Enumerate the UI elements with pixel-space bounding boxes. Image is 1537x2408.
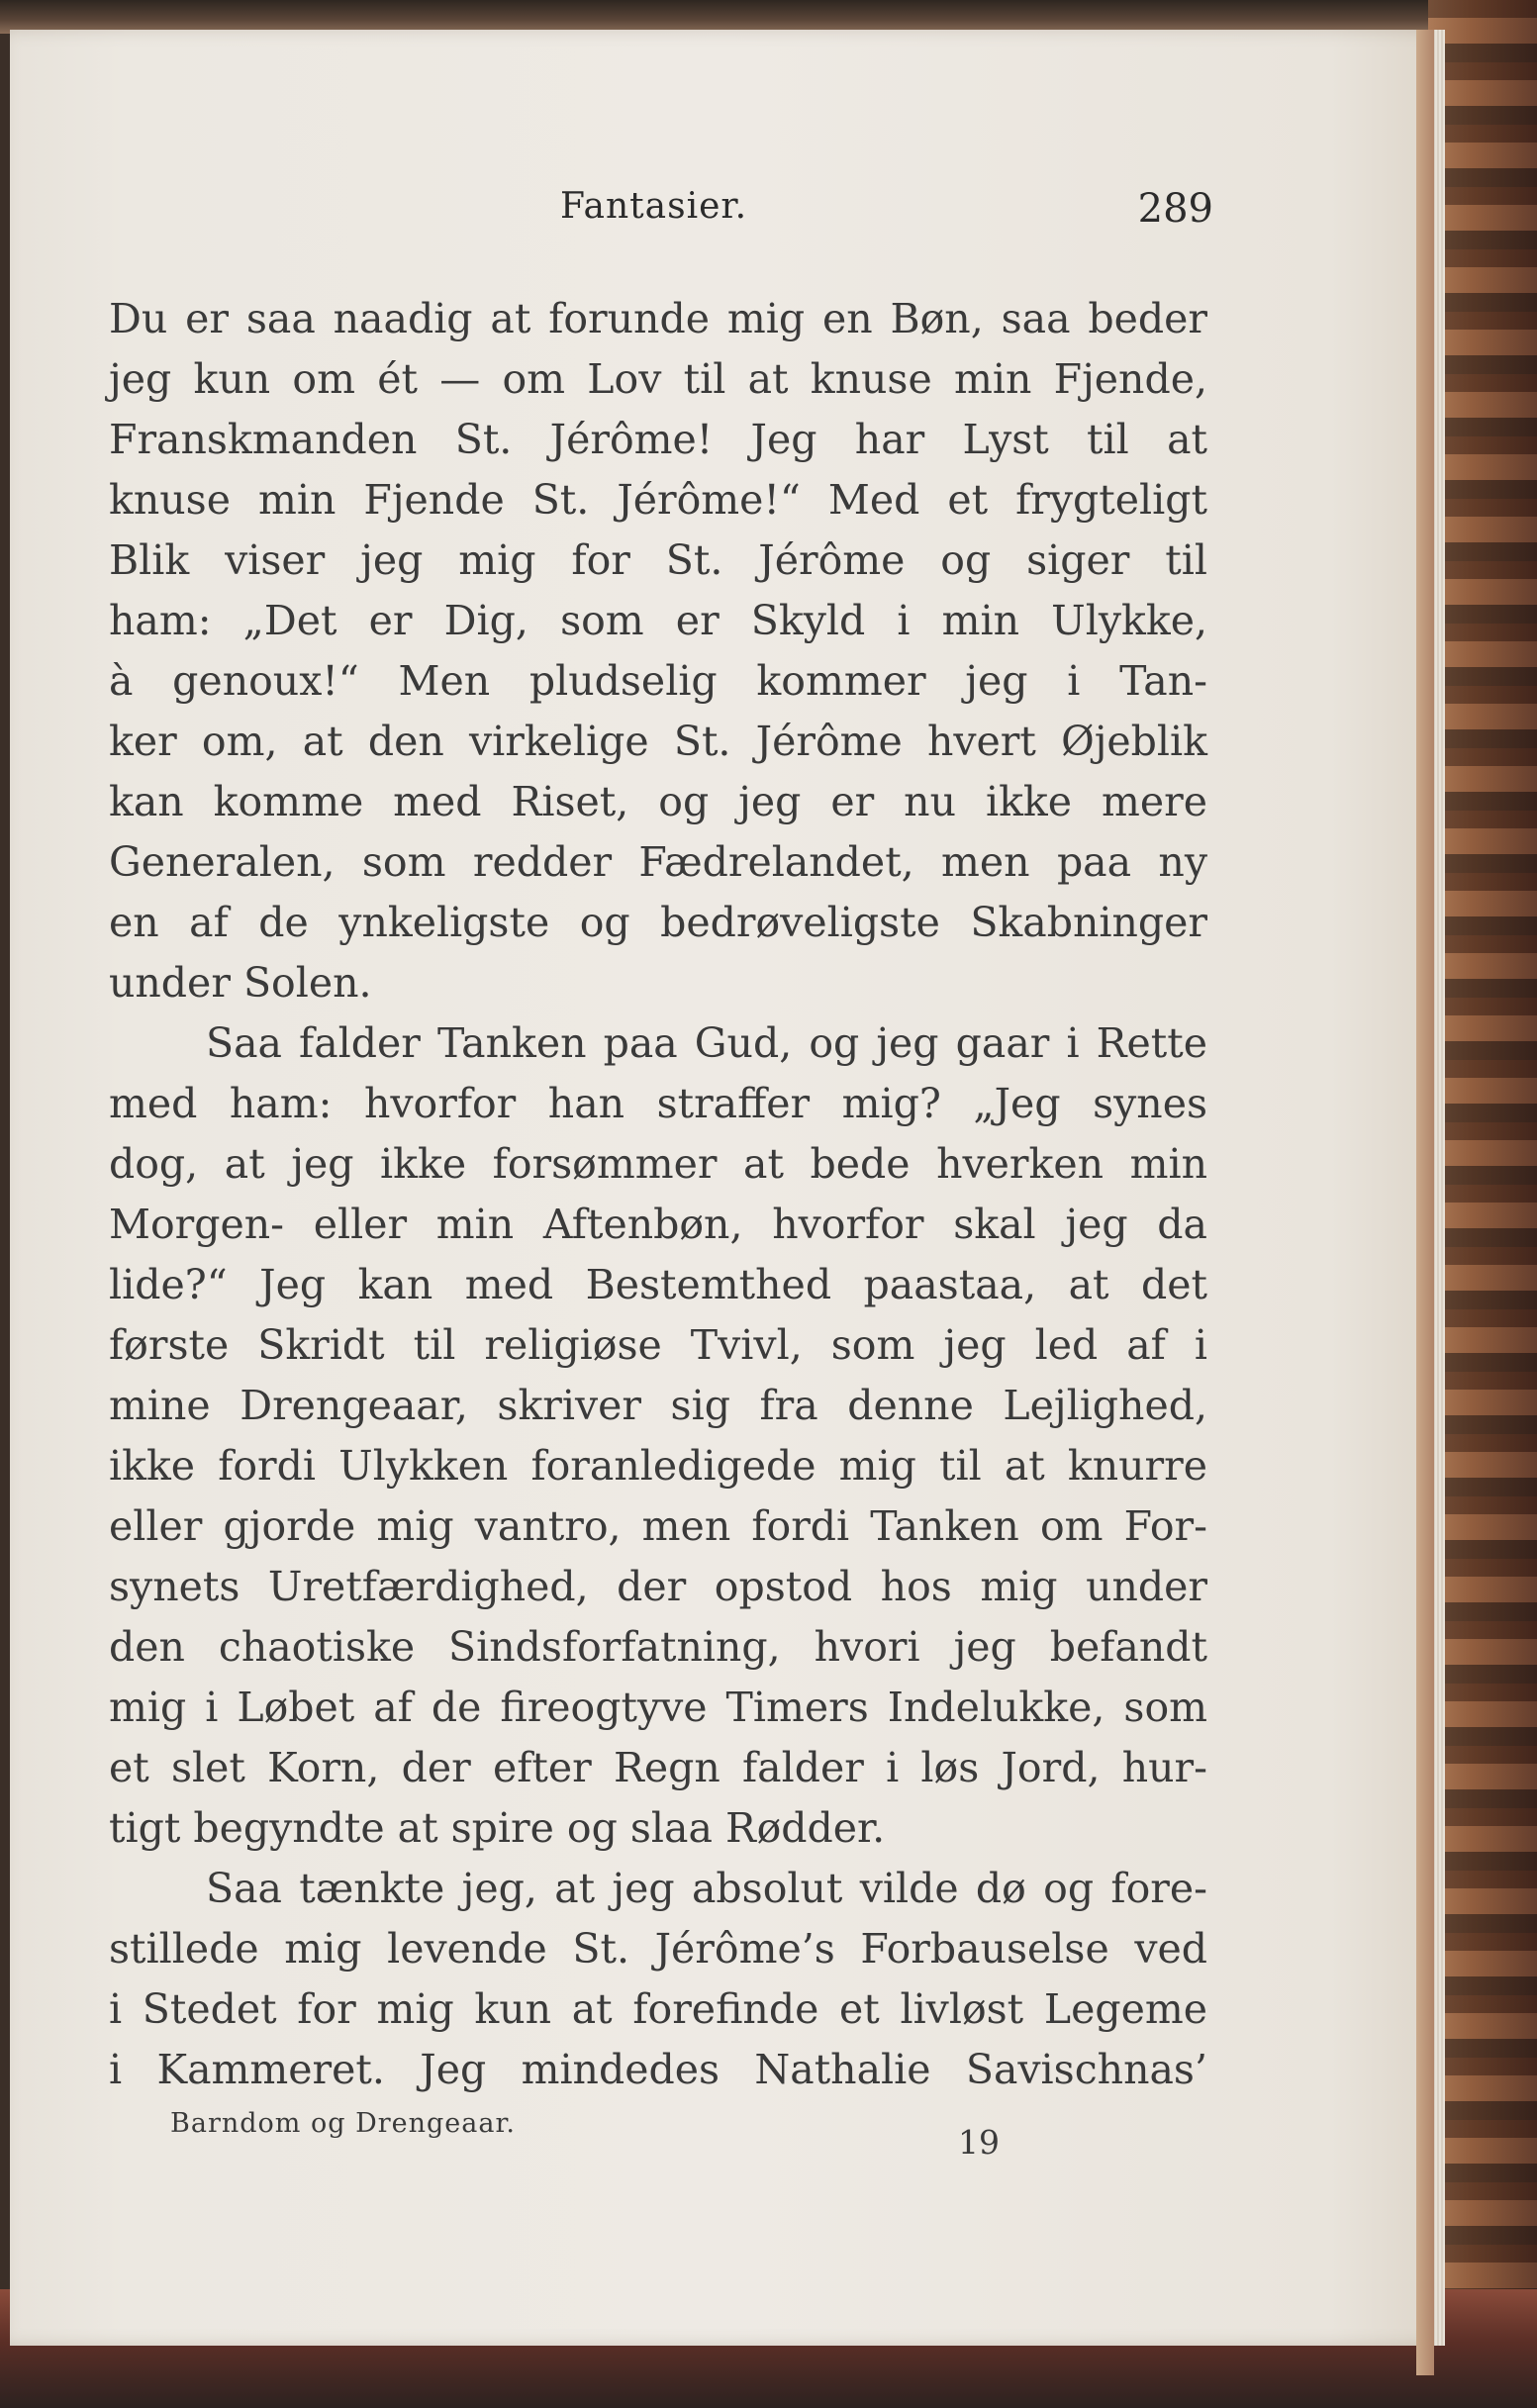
text-line: dog, at jeg ikke forsømmer at bede hverken min	[109, 1140, 1207, 1188]
text-line: et slet Korn, der efter Regn falder i løs Jord, hur-	[109, 1744, 1207, 1791]
text-line: Saa tænkte jeg, at jeg absolut vilde dø og fore-	[206, 1865, 1207, 1912]
text-line: knuse min Fjende St. Jérôme!“ Med et frygteligt	[109, 476, 1207, 524]
running-title: Fantasier.	[560, 186, 748, 227]
text-line: i Kammeret. Jeg mindedes Nathalie Savischnas’	[109, 2046, 1207, 2093]
body-text	[109, 289, 1207, 2100]
text-line: mig i Løbet af de fireogtyve Timers Indelukke, som	[109, 1684, 1207, 1731]
text-line: ikke fordi Ulykken foranledigede mig til at knurre	[109, 1442, 1207, 1490]
signature-number: 19	[958, 2123, 1000, 2162]
page-number: 289	[1137, 186, 1213, 232]
text-line: Franskmanden St. Jérôme! Jeg har Lyst til at	[109, 416, 1207, 463]
text-line: Blik viser jeg mig for St. Jérôme og siger til	[109, 536, 1207, 584]
text-line: tigt begyndte at spire og slaa Rødder.	[109, 1804, 886, 1852]
spine-strip	[1416, 30, 1434, 2375]
text-line: ker om, at den virkelige St. Jérôme hvert Øjeblik	[109, 718, 1207, 765]
text-line: stillede mig levende St. Jérôme’s Forbauselse ved	[109, 1925, 1207, 1973]
text-line: à genoux!“ Men pludselig kommer jeg i Tan-	[109, 657, 1207, 705]
text-line: Morgen- eller min Aftenbøn, hvorfor skal jeg da	[109, 1201, 1207, 1248]
page-paper	[10, 30, 1445, 2346]
text-line: synets Uretfærdighed, der opstod hos mig under	[109, 1563, 1207, 1610]
text-line: mine Drengeaar, skriver sig fra denne Lejlighed,	[109, 1382, 1207, 1429]
text-line: under Solen.	[109, 959, 372, 1007]
text-line: ham: „Det er Dig, som er Skyld i min Ulykke,	[109, 597, 1207, 644]
text-line: kan komme med Riset, og jeg er nu ikke mere	[109, 778, 1207, 825]
text-line: eller gjorde mig vantro, men fordi Tanken om For-	[109, 1502, 1207, 1550]
text-line: lide?“ Jeg kan med Bestemthed paastaa, at det	[109, 1261, 1207, 1308]
text-line: første Skridt til religiøse Tvivl, som jeg led af i	[109, 1321, 1207, 1369]
text-line: den chaotiske Sindsforfatning, hvori jeg befandt	[109, 1623, 1207, 1671]
top-edge-shadow	[0, 0, 1537, 34]
page-header	[105, 186, 1213, 236]
text-line: Saa falder Tanken paa Gud, og jeg gaar i Rette	[206, 1019, 1207, 1067]
text-line: med ham: hvorfor han straffer mig? „Jeg synes	[109, 1080, 1207, 1127]
signature-mark: Barndom og Drengeaar.	[170, 2108, 516, 2139]
text-line: Generalen, som redder Fædrelandet, men paa ny	[109, 838, 1207, 886]
text-line: en af de ynkeligste og bedrøveligste Skabninger	[109, 899, 1207, 946]
text-line: jeg kun om ét — om Lov til at knuse min Fjende,	[109, 355, 1207, 403]
text-line: i Stedet for mig kun at forefinde et livløst Legeme	[109, 1985, 1207, 2033]
text-line: Du er saa naadig at forunde mig en Bøn, saa beder	[109, 295, 1207, 342]
